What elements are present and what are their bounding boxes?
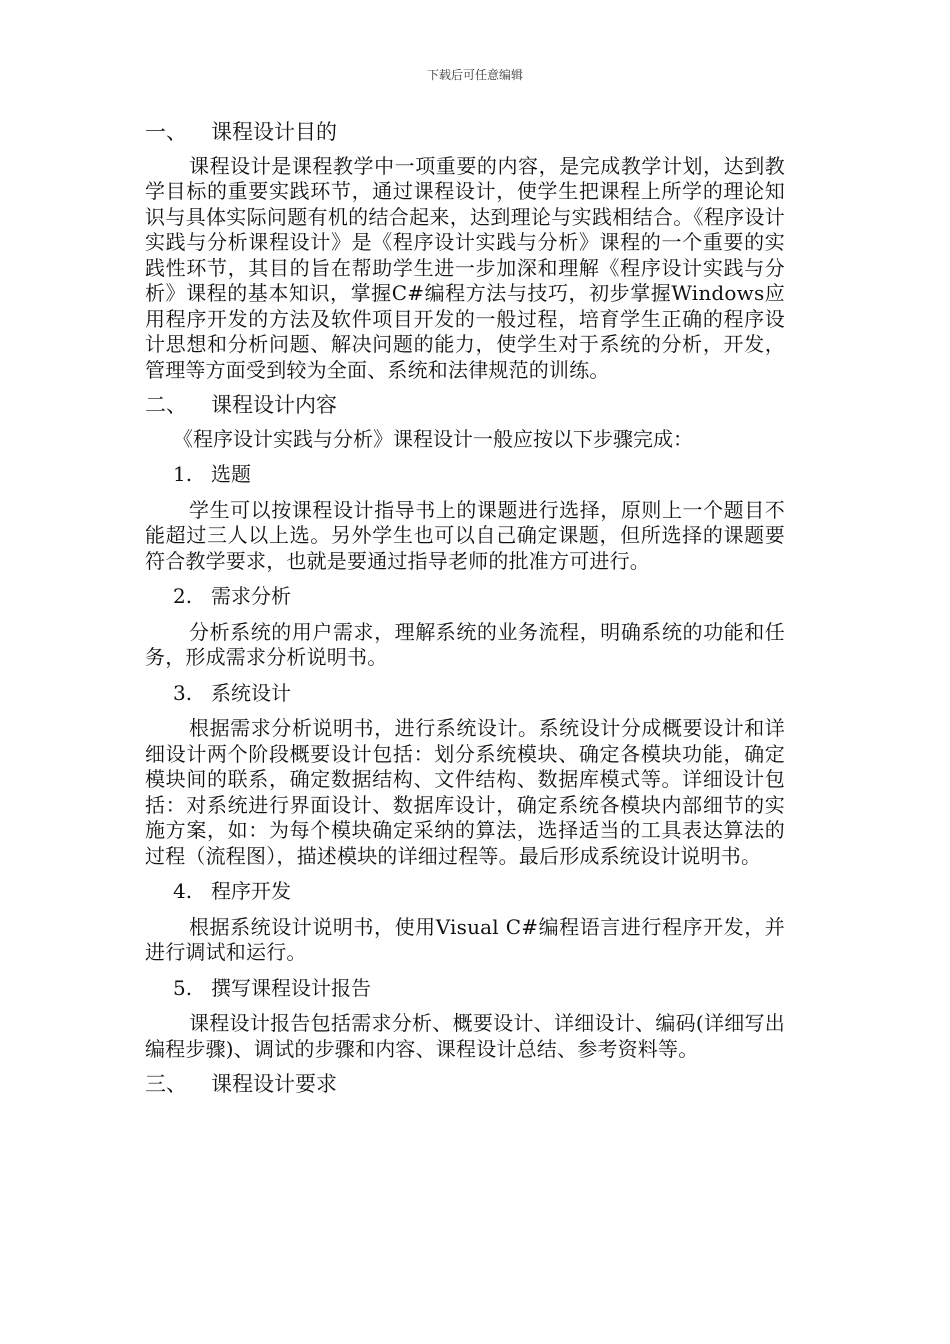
section-number: 二、 bbox=[145, 393, 187, 417]
step-number: 2. bbox=[173, 584, 193, 608]
step-heading-2 bbox=[145, 584, 785, 610]
purpose-paragraph: 课程设计是课程教学中一项重要的内容，是完成教学计划，达到教学目标的重要实践环节，通过课程设计，使学生把课程上所学的理论知识与具体实际问题有机的结合起来，达到理论与实践相结合。《程序设计实践与分析课程设计》是《程序设计实践与分析》课程的一个重要的实践性环节，其目的旨在帮助学生进一步加深和理解《程序设计实践与分析》课程的基本知识，掌握C#编程方法与技巧，初步掌握Windows应用程序开发的方法及软件项目开发的一般过程，培育学生正确的程序设计思想和分析问题、解决问题的能力，使学生对于系统的分析，开发，管理等方面受到较为全面、系统和法律规范的训练。 bbox=[145, 153, 785, 382]
step-heading-3 bbox=[145, 681, 785, 707]
section-title: 课程设计内容 bbox=[211, 393, 337, 417]
step-paragraph-4: 根据系统设计说明书，使用Visual C#编程语言进行程序开发，并进行调试和运行。 bbox=[145, 914, 785, 964]
step-number: 3. bbox=[173, 680, 193, 705]
section-heading-purpose bbox=[145, 120, 785, 146]
section-heading-requirements bbox=[145, 1072, 785, 1098]
section-title: 课程设计要求 bbox=[211, 1072, 337, 1096]
content-lead-paragraph: 《程序设计实践与分析》课程设计一般应按以下步骤完成： bbox=[173, 426, 693, 451]
section-heading-content bbox=[145, 393, 785, 419]
step-paragraph-5: 课程设计报告包括需求分析、概要设计、详细设计、编码(详细写出编程步骤)、调试的步骤和内容、课程设计总结、参考资料等。 bbox=[145, 1011, 785, 1061]
step-heading-4 bbox=[145, 879, 785, 905]
section-title: 课程设计目的 bbox=[211, 120, 337, 144]
step-label: 系统设计 bbox=[211, 680, 291, 705]
step-label: 程序开发 bbox=[211, 879, 291, 903]
step-label: 需求分析 bbox=[211, 584, 291, 608]
step-paragraph-3: 根据需求分析说明书，进行系统设计。系统设计分成概要设计和详细设计两个阶段概要设计包括：划分系统模块、确定各模块功能，确定模块间的联系，确定数据结构、文件结构、数据库模式等。详细设计包括：对系统进行界面设计、数据库设计，确定系统各模块内部细节的实施方案，如：为每个模块确定采纳的算法，选择适当的工具表达算法的过程（流程图），描述模块的详细过程等。最后形成系统设计说明书。 bbox=[145, 716, 785, 868]
page-header-note: 下载后可任意编辑 bbox=[426, 68, 523, 82]
step-heading-1 bbox=[145, 462, 785, 488]
section-number: 三、 bbox=[145, 1072, 187, 1096]
step-label: 选题 bbox=[211, 462, 251, 486]
step-label: 撰写课程设计报告 bbox=[211, 975, 371, 1000]
step-number: 5. bbox=[173, 975, 193, 1000]
step-paragraph-1: 学生可以按课程设计指导书上的课题进行选择，原则上一个题目不能超过三人以上选。另外学生也可以自己确定课题，但所选择的课题要符合教学要求，也就是要通过指导老师的批准方可进行。 bbox=[145, 497, 785, 573]
section-number: 一、 bbox=[145, 120, 187, 144]
step-number: 4. bbox=[173, 879, 193, 903]
step-paragraph-2: 分析系统的用户需求，理解系统的业务流程，明确系统的功能和任务，形成需求分析说明书。 bbox=[145, 619, 785, 669]
document-body bbox=[145, 120, 785, 1106]
step-heading-5 bbox=[145, 976, 785, 1002]
step-number: 1. bbox=[173, 462, 193, 486]
